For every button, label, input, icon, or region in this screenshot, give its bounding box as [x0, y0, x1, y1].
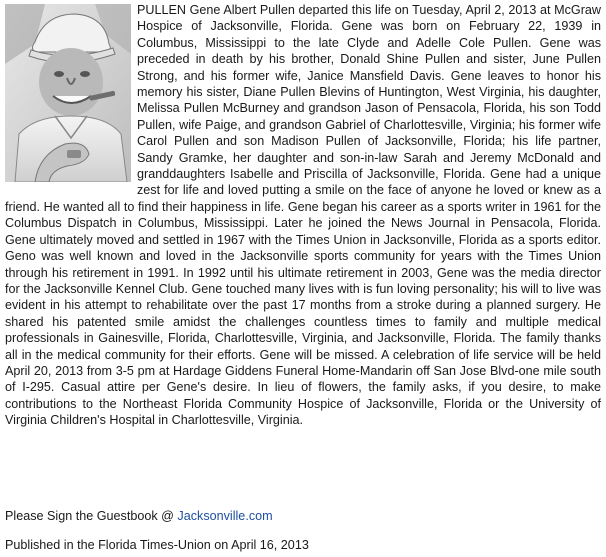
portrait-photo-icon: [5, 4, 131, 182]
portrait-photo: [5, 4, 131, 182]
obituary-text: PULLEN Gene Albert Pullen departed this life on Tuesday, April 2, 2013 at McGraw Hospice of Jacksonville, Florida. Gene was born on February 22, 1939 in Columbus, Mississippi to the late Clyde and Adelle Cole Pullen. Gene was preceded in death by his brother, Donald Shine Pullen and sister, June Pullen Strong, and his former wife, Janice Mansfield Davis. Gene leaves to honor his memory his sister, Diane Pullen Blevins of Huntington, West Virginia, his daughter, Melissa Pullen McBurney and grandson Jason of Pensacola, Florida, his son Todd Pullen, wife Paige, and grandson Gabriel of Charlottesville, Virginia; his former wife Carol Pullen and son Madison Pullen of Jacksonville, Florida; his life partner, Sandy Gramke, her daughter and son-in-law Sarah and Jeremy McDonald and granddaughters Isabelle and Priscilla of Jacksonville, Florida. Gene had a unique zest for life and loved putting a smile on the face of anyone he loved or knew as a friend. He wanted all to find their happiness in life. Gene began his career as a sports writer in 1961 for the Columbus Dispatch in Columbus, Mississippi. Later he joined the News Journal in Pensacola, Florida. Gene ultimately moved and settled in 1967 with the Times Union in Jacksonville, Florida as a sports editor. Geno was well known and loved in the Jacksonville sports community for years with the Times Union through his retirement in 1991. In 1992 until his ultimate retirement in 2003, Gene was the media director for the Jacksonville Kennel Club. Gene touched many lives with is fun loving personality; his will to live was evident in his attempt to rehabilitate over the past 17 months from a stroke during a planned surgery. He shared his patented smile amidst the challenges countless times to family and multiple medical professionals in Gainesville, Florida, Charlottesville, Virginia, and Jacksonville, Florida. The family thanks all in the medical community for their efforts. Gene will be missed. A celebration of life service will be held April 20, 2013 from 3-5 pm at Hardage Giddens Funeral Home-Mandarin off San Jose Blvd-one mile south of I-295. Casual attire per Gene's desire. In lieu of flowers, the family asks, if you desire, to make contributions to the Northeast Florida Community Hospice of Jacksonville, Florida or the University of Virginia Children's Hospital in Charlottesville, Virginia.: [5, 3, 601, 428]
guestbook-link[interactable]: Jacksonville.com: [177, 509, 273, 523]
guestbook-line: [5, 508, 273, 524]
guestbook-prefix: Please Sign the Guestbook @: [5, 509, 178, 523]
published-credit: Published in the Florida Times-Union on April 16, 2013: [5, 538, 309, 552]
obituary-body: [5, 2, 601, 429]
